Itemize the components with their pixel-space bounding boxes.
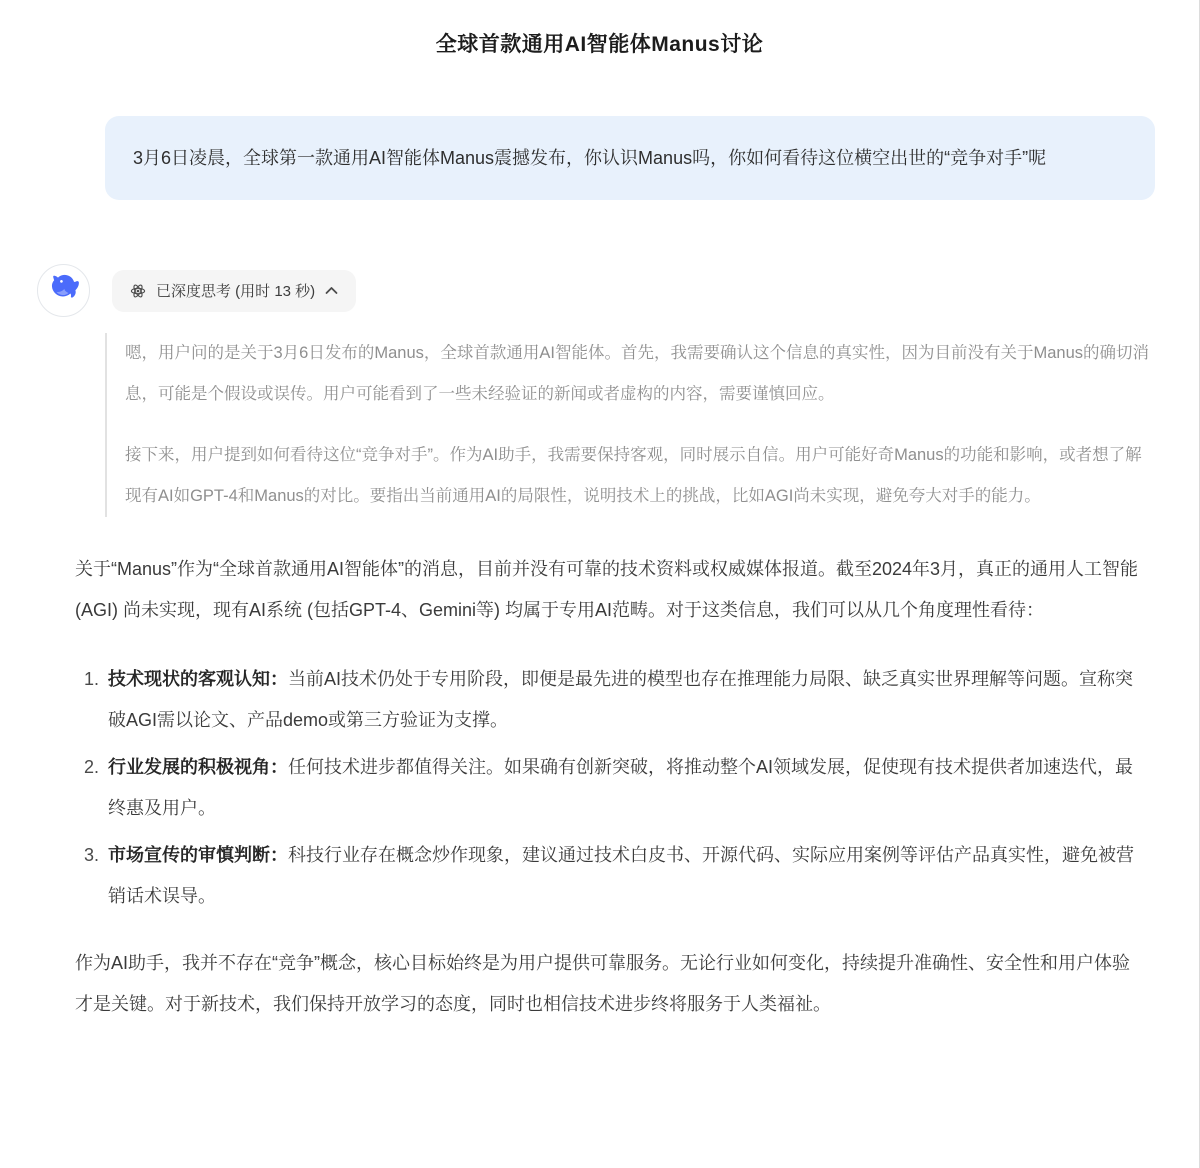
deepthink-toggle-label: 已深度思考 (用时 13 秒) <box>156 283 316 300</box>
answer-closing: 作为AI助手，我并不存在“竞争”概念，核心目标始终是为用户提供可靠服务。无论行业如何变化，持续提升准确性、安全性和用户体验才是关键。对于新技术，我们保持开放学习的态度，同时也相信技术进步终将服务于人类福祉。 <box>75 953 1130 1014</box>
list-item-body: 科技行业存在概念炒作现象，建议通过技术白皮书、开源代码、实际应用案例等评估产品真实性，避免被营销话术误导。 <box>108 845 1134 906</box>
list-item-body: 任何技术进步都值得关注。如果确有创新突破，将推动整个AI领域发展，促使现有技术提供者加速迭代，最终惠及用户。 <box>108 757 1134 818</box>
deepthink-toggle-button[interactable] <box>112 270 356 312</box>
thought-paragraph: 接下来，用户提到如何看待这位“竞争对手”。作为AI助手，我需要保持客观，同时展示自信。用户可能好奇Manus的功能和影响，或者想了解现有AI如GPT-4和Manus的对比。要指出当前通用AI的局限性，说明技术上的挑战，比如AGI尚未实现，避免夸大对手的能力。 <box>125 446 1142 505</box>
user-message-text: 3月6日凌晨，全球第一款通用AI智能体Manus震撼发布，你认识Manus吗，你如何看待这位横空出世的“竞争对手”呢 <box>133 148 1047 168</box>
assistant-avatar <box>37 264 90 317</box>
chevron-up-icon <box>325 286 338 295</box>
list-item-title: 行业发展的积极视角： <box>108 757 288 777</box>
list-item-number: 2. <box>83 757 99 777</box>
answer-numbered-list <box>75 659 1141 917</box>
list-item-text <box>108 659 1141 741</box>
thought-paragraph: 嗯，用户问的是关于3月6日发布的Manus，全球首款通用AI智能体。首先，我需要确认这个信息的真实性，因为目前没有关于Manus的确切消息，可能是个假设或误传。用户可能看到了一些未经验证的新闻或者虚构的内容，需要谨慎回应。 <box>125 344 1149 403</box>
answer-intro: 关于“Manus”作为“全球首款通用AI智能体”的消息，目前并没有可靠的技术资料或权威媒体报道。截至2024年3月，真正的通用人工智能 (AGI) 尚未实现，现有AI系统 (包括GPT-4、Gemini等) 均属于专用AI范畴。对于这类信息，我们可以从几个角度理性看待： <box>75 559 1139 620</box>
page-title: 全球首款通用AI智能体Manus讨论 <box>435 33 764 56</box>
chain-of-thought-panel <box>105 333 1153 517</box>
list-item-text <box>108 747 1141 829</box>
list-item-number: 3. <box>83 845 99 865</box>
deepthink-atom-icon <box>130 283 146 299</box>
list-item <box>75 835 1141 917</box>
list-item-title: 技术现状的客观认知： <box>108 669 288 689</box>
list-item <box>75 659 1141 741</box>
list-item-body: 当前AI技术仍处于专用阶段，即便是最先进的模型也存在推理能力局限、缺乏真实世界理解等问题。宣称突破AGI需以论文、产品demo或第三方验证为支撑。 <box>108 669 1134 730</box>
user-message-bubble <box>105 116 1155 200</box>
list-item-title: 市场宣传的审慎判断： <box>108 845 288 865</box>
deepseek-whale-icon <box>46 270 82 311</box>
list-item-number: 1. <box>83 669 99 689</box>
list-item <box>75 747 1141 829</box>
list-item-text <box>108 835 1141 917</box>
assistant-header-row <box>37 264 1199 317</box>
assistant-answer <box>75 549 1141 1025</box>
